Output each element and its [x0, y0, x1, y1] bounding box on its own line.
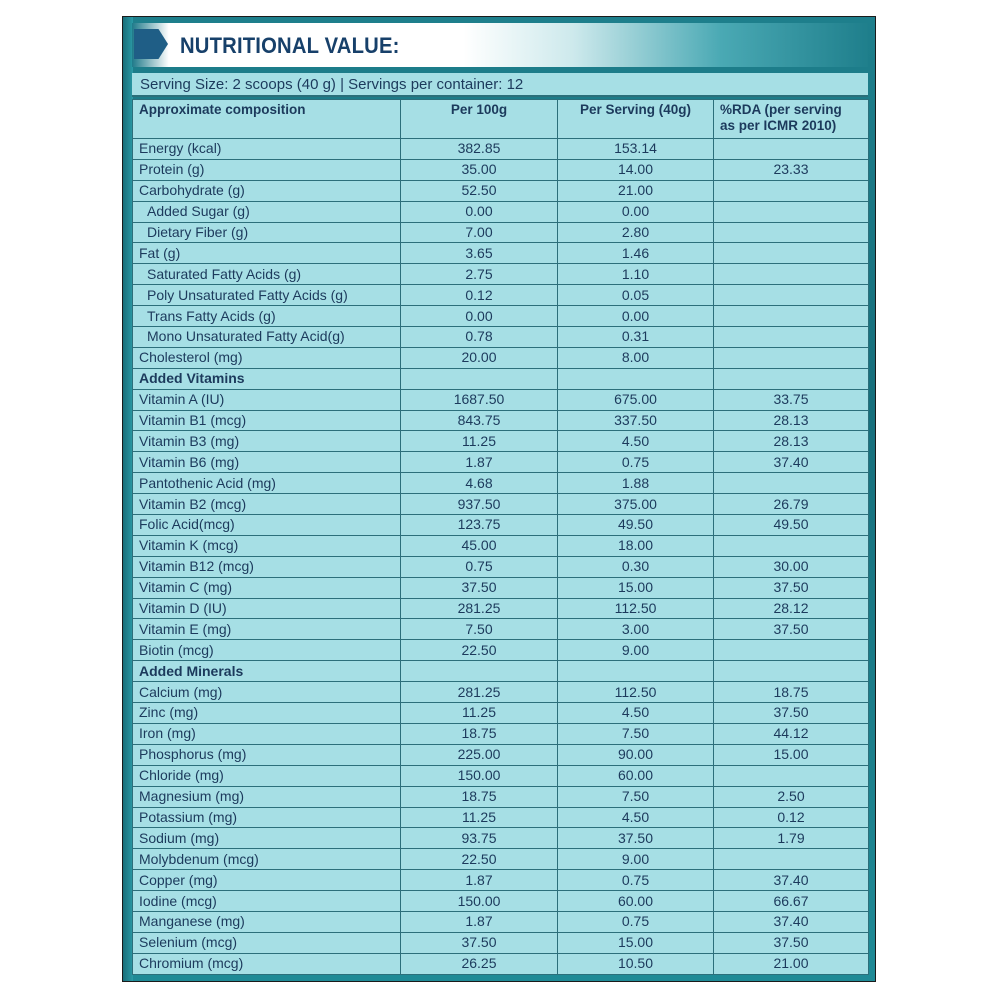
rda-value: 49.50: [714, 515, 869, 536]
per-serving-value: 112.50: [558, 598, 714, 619]
rda-value: 44.12: [714, 723, 869, 744]
per100-value: 45.00: [401, 535, 558, 556]
rda-value: [714, 264, 869, 285]
per100-value: 0.00: [401, 201, 558, 222]
per-serving-value: 0.75: [558, 870, 714, 891]
rda-value: [714, 139, 869, 160]
table-row: [133, 452, 869, 473]
nutrient-name: Sodium (mg): [133, 828, 401, 849]
nutrient-name: Vitamin B2 (mcg): [133, 494, 401, 515]
table-row: [133, 264, 869, 285]
table-row: [133, 201, 869, 222]
table-row: [133, 535, 869, 556]
per-serving-value: 675.00: [558, 389, 714, 410]
nutrient-name: Poly Unsaturated Fatty Acids (g): [133, 285, 401, 306]
per-serving-value: 4.50: [558, 807, 714, 828]
per100-value: [401, 368, 558, 389]
table-row: [133, 723, 869, 744]
rda-value: [714, 535, 869, 556]
nutrient-name: Phosphorus (mg): [133, 744, 401, 765]
per-serving-value: 3.00: [558, 619, 714, 640]
rda-value: [714, 640, 869, 661]
rda-value: 15.00: [714, 744, 869, 765]
column-header-composition: Approximate composition: [133, 100, 401, 139]
per100-value: 22.50: [401, 849, 558, 870]
table-row: [133, 494, 869, 515]
per-serving-value: 15.00: [558, 577, 714, 598]
per-serving-value: 15.00: [558, 932, 714, 953]
per-serving-value: 90.00: [558, 744, 714, 765]
nutrition-table: [132, 99, 869, 975]
per100-value: 7.00: [401, 222, 558, 243]
per100-value: 0.78: [401, 327, 558, 348]
rda-value: [714, 285, 869, 306]
per-serving-value: 1.88: [558, 473, 714, 494]
rda-value: [714, 849, 869, 870]
per100-value: 93.75: [401, 828, 558, 849]
table-row: [133, 619, 869, 640]
nutrient-name: Biotin (mcg): [133, 640, 401, 661]
per-serving-value: 0.75: [558, 452, 714, 473]
table-row: [133, 870, 869, 891]
table-row: [133, 807, 869, 828]
table-header-row: [133, 100, 869, 139]
rda-value: 28.13: [714, 410, 869, 431]
per100-value: 26.25: [401, 953, 558, 974]
per100-value: 225.00: [401, 744, 558, 765]
table-row: [133, 891, 869, 912]
table-row: [133, 577, 869, 598]
rda-value: 37.40: [714, 911, 869, 932]
per100-value: 7.50: [401, 619, 558, 640]
per-serving-value: 9.00: [558, 640, 714, 661]
per-serving-value: 153.14: [558, 139, 714, 160]
per-serving-value: [558, 368, 714, 389]
per-serving-value: 37.50: [558, 828, 714, 849]
rda-value: 37.50: [714, 703, 869, 724]
per-serving-value: 14.00: [558, 159, 714, 180]
per-serving-value: 375.00: [558, 494, 714, 515]
per100-value: 18.75: [401, 723, 558, 744]
rda-value: 2.50: [714, 786, 869, 807]
rda-value: 33.75: [714, 389, 869, 410]
per-serving-value: 49.50: [558, 515, 714, 536]
per100-value: 281.25: [401, 682, 558, 703]
rda-value: 37.50: [714, 577, 869, 598]
per100-value: 1687.50: [401, 389, 558, 410]
rda-value: [714, 347, 869, 368]
rda-value: 26.79: [714, 494, 869, 515]
nutrient-name: Vitamin B12 (mcg): [133, 556, 401, 577]
nutrient-name: Magnesium (mg): [133, 786, 401, 807]
per100-value: 20.00: [401, 347, 558, 368]
per-serving-value: 8.00: [558, 347, 714, 368]
per-serving-value: 0.30: [558, 556, 714, 577]
per-serving-value: 9.00: [558, 849, 714, 870]
nutrient-name: Trans Fatty Acids (g): [133, 306, 401, 327]
rda-value: 0.12: [714, 807, 869, 828]
table-row: [133, 598, 869, 619]
per100-value: 281.25: [401, 598, 558, 619]
nutrient-name: Potassium (mg): [133, 807, 401, 828]
table-row: [133, 139, 869, 160]
per-serving-value: 7.50: [558, 786, 714, 807]
rda-value: 37.50: [714, 932, 869, 953]
table-row: [133, 347, 869, 368]
nutrient-name: Manganese (mg): [133, 911, 401, 932]
nutrient-name: Folic Acid(mcg): [133, 515, 401, 536]
nutrient-name: Pantothenic Acid (mg): [133, 473, 401, 494]
table-row: [133, 682, 869, 703]
per-serving-value: 1.10: [558, 264, 714, 285]
nutrient-name: Vitamin B3 (mg): [133, 431, 401, 452]
rda-value: 21.00: [714, 953, 869, 974]
per-serving-value: 4.50: [558, 703, 714, 724]
table-row: [133, 222, 869, 243]
table-row: [133, 911, 869, 932]
column-header-per-serving: Per Serving (40g): [558, 100, 714, 139]
per100-value: 18.75: [401, 786, 558, 807]
nutrient-name: Added Vitamins: [133, 368, 401, 389]
arrow-flag-icon: [134, 29, 168, 59]
table-row: [133, 703, 869, 724]
rda-value: 1.79: [714, 828, 869, 849]
table-row: [133, 828, 869, 849]
per-serving-value: 60.00: [558, 765, 714, 786]
per100-value: 150.00: [401, 765, 558, 786]
nutrition-panel: [122, 16, 876, 982]
table-row: [133, 932, 869, 953]
section-row: [133, 661, 869, 682]
per100-value: 0.75: [401, 556, 558, 577]
per100-value: 3.65: [401, 243, 558, 264]
nutrient-name: Vitamin C (mg): [133, 577, 401, 598]
per-serving-value: 60.00: [558, 891, 714, 912]
rda-value: [714, 327, 869, 348]
per-serving-value: 0.31: [558, 327, 714, 348]
table-row: [133, 556, 869, 577]
nutrient-name: Carbohydrate (g): [133, 180, 401, 201]
nutrient-name: Dietary Fiber (g): [133, 222, 401, 243]
table-row: [133, 243, 869, 264]
per-serving-value: 2.80: [558, 222, 714, 243]
per100-value: 52.50: [401, 180, 558, 201]
nutrient-name: Chloride (mg): [133, 765, 401, 786]
per100-value: 4.68: [401, 473, 558, 494]
table-row: [133, 285, 869, 306]
table-row: [133, 786, 869, 807]
panel-header: [132, 23, 868, 67]
nutrient-name: Vitamin A (IU): [133, 389, 401, 410]
nutrient-name: Protein (g): [133, 159, 401, 180]
table-row: [133, 953, 869, 974]
rda-value: [714, 243, 869, 264]
nutrient-name: Calcium (mg): [133, 682, 401, 703]
rda-value: 28.13: [714, 431, 869, 452]
table-row: [133, 180, 869, 201]
nutrient-name: Zinc (mg): [133, 703, 401, 724]
table-row: [133, 473, 869, 494]
nutrient-name: Molybdenum (mcg): [133, 849, 401, 870]
rda-value: [714, 180, 869, 201]
per100-value: 37.50: [401, 932, 558, 953]
nutrient-name: Fat (g): [133, 243, 401, 264]
table-row: [133, 159, 869, 180]
nutrient-name: Chromium (mcg): [133, 953, 401, 974]
per100-value: [401, 661, 558, 682]
per-serving-value: 7.50: [558, 723, 714, 744]
nutrient-name: Vitamin E (mg): [133, 619, 401, 640]
per100-value: 937.50: [401, 494, 558, 515]
per100-value: 11.25: [401, 703, 558, 724]
rda-value: [714, 661, 869, 682]
per100-value: 22.50: [401, 640, 558, 661]
per-serving-value: [558, 661, 714, 682]
rda-header-line2: as per ICMR 2010): [720, 118, 837, 133]
per100-value: 382.85: [401, 139, 558, 160]
per-serving-value: 1.46: [558, 243, 714, 264]
per100-value: 150.00: [401, 891, 558, 912]
per-serving-value: 4.50: [558, 431, 714, 452]
per-serving-value: 337.50: [558, 410, 714, 431]
nutrient-name: Added Sugar (g): [133, 201, 401, 222]
nutrient-name: Selenium (mcg): [133, 932, 401, 953]
per-serving-value: 112.50: [558, 682, 714, 703]
rda-value: [714, 222, 869, 243]
nutrient-name: Copper (mg): [133, 870, 401, 891]
rda-value: [714, 473, 869, 494]
rda-header-line1: %RDA (per serving: [720, 102, 842, 117]
nutrient-name: Iron (mg): [133, 723, 401, 744]
per100-value: 2.75: [401, 264, 558, 285]
rda-value: 37.50: [714, 619, 869, 640]
table-row: [133, 515, 869, 536]
per100-value: 843.75: [401, 410, 558, 431]
table-row: [133, 306, 869, 327]
nutrient-name: Saturated Fatty Acids (g): [133, 264, 401, 285]
table-row: [133, 410, 869, 431]
nutrient-name: Mono Unsaturated Fatty Acid(g): [133, 327, 401, 348]
nutrient-name: Iodine (mcg): [133, 891, 401, 912]
rda-value: [714, 306, 869, 327]
table-row: [133, 327, 869, 348]
per100-value: 1.87: [401, 870, 558, 891]
rda-value: 37.40: [714, 452, 869, 473]
rda-value: [714, 765, 869, 786]
nutrient-name: Vitamin D (IU): [133, 598, 401, 619]
table-row: [133, 765, 869, 786]
per-serving-value: 0.05: [558, 285, 714, 306]
per100-value: 37.50: [401, 577, 558, 598]
per-serving-value: 10.50: [558, 953, 714, 974]
rda-value: 66.67: [714, 891, 869, 912]
per100-value: 35.00: [401, 159, 558, 180]
table-row: [133, 849, 869, 870]
nutrient-name: Vitamin B6 (mg): [133, 452, 401, 473]
rda-value: [714, 368, 869, 389]
per-serving-value: 21.00: [558, 180, 714, 201]
per100-value: 1.87: [401, 911, 558, 932]
panel-title: NUTRITIONAL VALUE:: [180, 33, 400, 58]
per-serving-value: 0.00: [558, 306, 714, 327]
rda-value: 18.75: [714, 682, 869, 703]
table-row: [133, 431, 869, 452]
nutrient-name: Vitamin B1 (mcg): [133, 410, 401, 431]
per100-value: 11.25: [401, 431, 558, 452]
nutrient-name: Cholesterol (mg): [133, 347, 401, 368]
table-row: [133, 640, 869, 661]
rda-value: 30.00: [714, 556, 869, 577]
section-row: [133, 368, 869, 389]
table-row: [133, 744, 869, 765]
nutrient-name: Added Minerals: [133, 661, 401, 682]
table-row: [133, 389, 869, 410]
nutrient-name: Vitamin K (mcg): [133, 535, 401, 556]
per100-value: 11.25: [401, 807, 558, 828]
column-header-per100: Per 100g: [401, 100, 558, 139]
rda-value: 37.40: [714, 870, 869, 891]
per-serving-value: 0.00: [558, 201, 714, 222]
rda-value: 28.12: [714, 598, 869, 619]
per100-value: 123.75: [401, 515, 558, 536]
rda-value: 23.33: [714, 159, 869, 180]
per100-value: 0.00: [401, 306, 558, 327]
per-serving-value: 18.00: [558, 535, 714, 556]
column-header-rda: [714, 100, 869, 139]
nutrient-name: Energy (kcal): [133, 139, 401, 160]
rda-value: [714, 201, 869, 222]
serving-info: Serving Size: 2 scoops (40 g) | Servings per container: 12: [132, 73, 868, 97]
per100-value: 0.12: [401, 285, 558, 306]
per-serving-value: 0.75: [558, 911, 714, 932]
per100-value: 1.87: [401, 452, 558, 473]
